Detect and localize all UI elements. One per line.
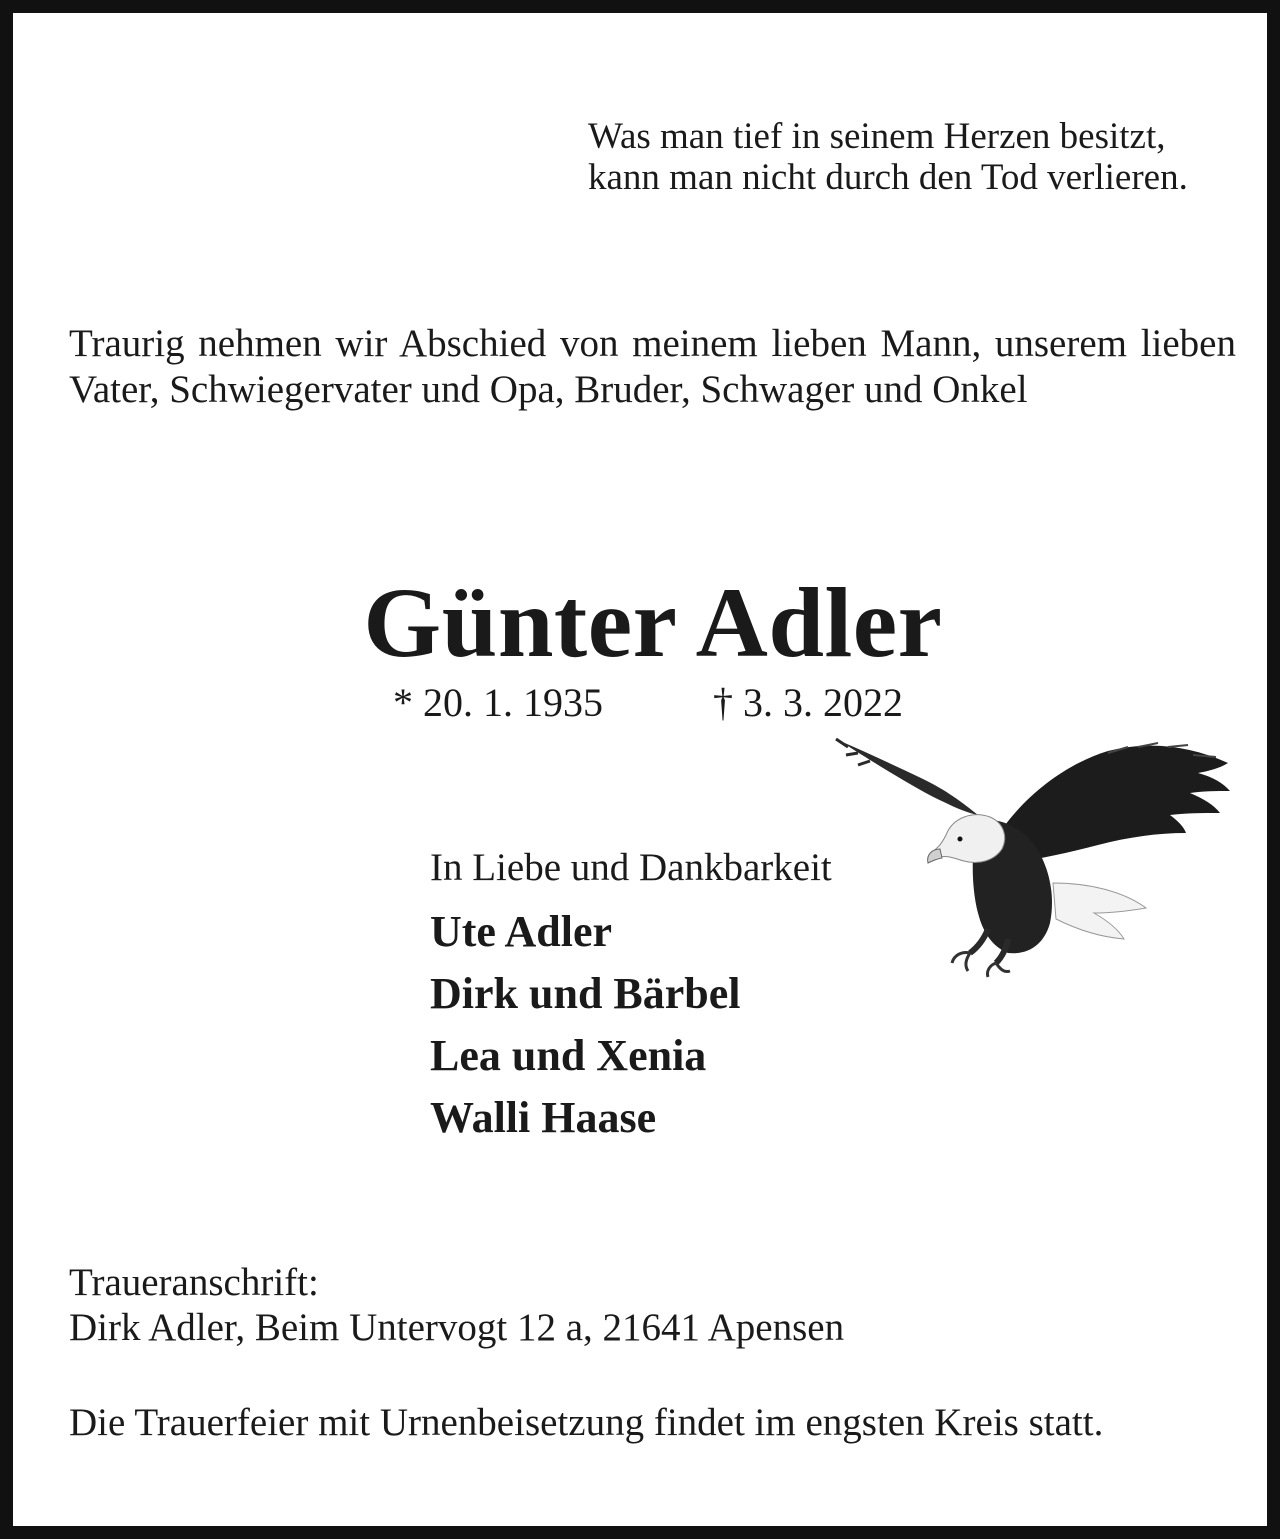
address-line: Dirk Adler, Beim Untervogt 12 a, 21641 Apensen [69,1306,845,1349]
mourners-intro: In Liebe und Dankbarkeit [430,846,832,889]
mourner-name: Ute Adler [430,907,613,956]
mourner-name: Walli Haase [430,1093,657,1142]
deceased-name: Günter Adler [363,567,943,678]
mourner-name: Lea und Xenia [430,1031,707,1080]
motto-line-1: Was man tief in seinem Herzen besitzt, [588,116,1166,157]
intro-text: Traurig nehmen wir Abschied von meinem lieben Mann, unserem lieben Vater, Schwiegervater und Opa, Bruder, Schwager und Onkel [69,322,1236,411]
death-date: † 3. 3. 2022 [713,680,903,725]
eagle-icon [828,733,1238,978]
birth-date: * 20. 1. 1935 [393,680,603,725]
motto-line-2: kann man nicht durch den Tod verlieren. [588,157,1188,198]
address-label: Traueranschrift: [69,1261,319,1304]
mourners-list [430,901,741,1149]
motto-quote [588,116,1188,198]
ceremony-notice: Die Trauerfeier mit Urnenbeisetzung findet im engsten Kreis statt. [69,1401,1104,1444]
mourner-name: Dirk und Bärbel [430,969,741,1018]
